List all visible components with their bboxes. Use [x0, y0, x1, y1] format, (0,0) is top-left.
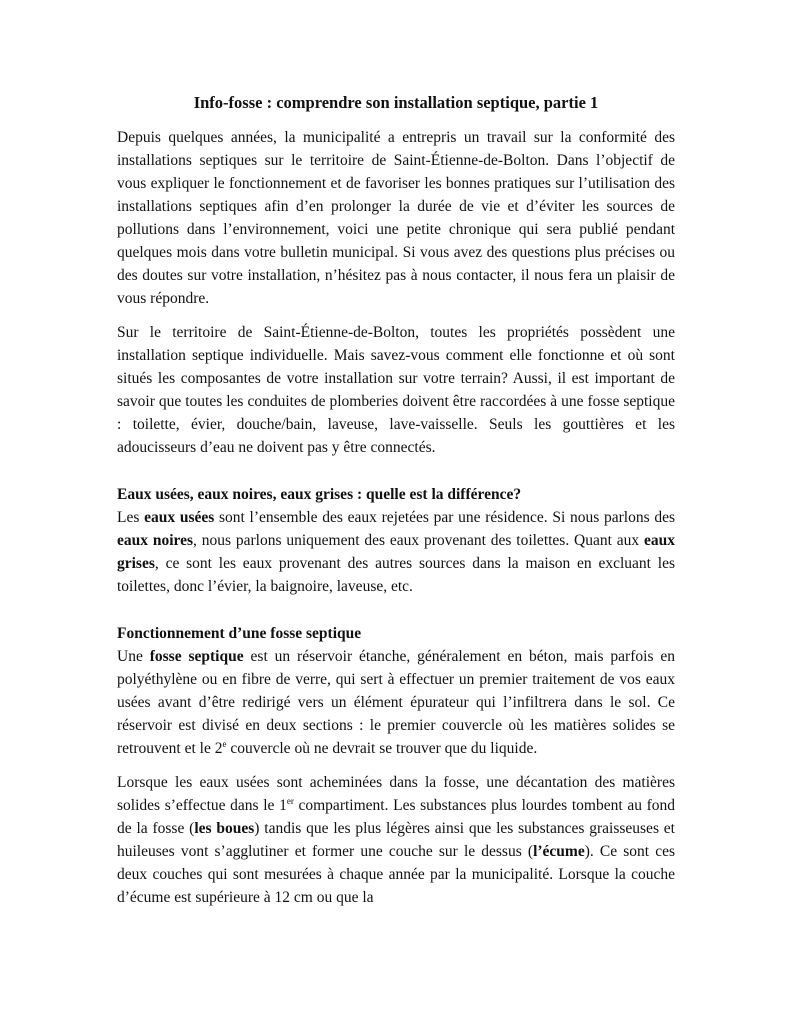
- term-ecume: l’écume: [533, 843, 585, 860]
- intro-paragraph: Depuis quelques années, la municipalité a entrepris un travail sur la conformité des installations septiques sur le territoire de Saint-Étienne-de-Bolton. Dans l’objectif de vous expliquer le fonctionnement et de favoriser les bonnes pratiques sur l’utilisation des installations septiques afin d’en prolonger la durée de vie et d’éviter les sources de pollutions dans l’environnement, voici une petite chronique qui sera publié pendant quelques mois dans votre bulletin municipal. Si vous avez des questions plus précises ou des doutes sur votre installation, n’hésitez pas à nous contacter, il nous fera un plaisir de vous répondre.: [117, 129, 675, 307]
- septic-function-paragraph: [117, 645, 675, 760]
- superscript: e: [222, 739, 227, 749]
- document-title: Info-fosse : comprendre son installation septique, partie 1: [193, 93, 599, 112]
- text-run: , ce sont les eaux provenant des autres sources dans la maison en excluant les toilettes, donc l’évier, la baignoire, laveuse, etc.: [117, 555, 675, 595]
- water-types-paragraph: [117, 506, 675, 598]
- decantation-paragraph: [117, 771, 675, 909]
- text-run: compartiment. Les substances plus lourdes tombent au fond de la fosse (: [117, 797, 676, 837]
- text-run: ). Ce sont ces deux couches qui sont mesurées à chaque année par la municipalité. Lorsque la couche d’écume est supérieure à 12 cm ou que la: [117, 843, 676, 906]
- section-spacer: [117, 598, 675, 622]
- text-run: , nous parlons uniquement des eaux provenant des toilettes. Quant aux: [193, 532, 644, 549]
- text-run: est un réservoir étanche, généralement en béton, mais parfois en polyéthylène ou en fibre de verre, qui sert à effectuer un premier traitement de vos eaux usées avant d’être redirigé vers un élément épurateur qui l’infiltrera dans le sol. Ce réservoir est divisé en deux sections : le premier couvercle où les matières solides se retrouvent et le 2: [117, 648, 676, 757]
- document-page: [117, 92, 675, 920]
- text-run: Lorsque les eaux usées sont acheminées dans la fosse, une décantation des matières solides s’effectue dans le 1: [117, 774, 675, 814]
- term-eaux-usees: eaux usées: [144, 509, 215, 526]
- text-run: Une: [117, 648, 150, 665]
- territory-paragraph: Sur le territoire de Saint-Étienne-de-Bolton, toutes les propriétés possèdent une installation septique individuelle. Mais savez-vous comment elle fonctionne et où sont situés les composantes de votre installation sur votre terrain? Aussi, il est important de savoir que toutes les conduites de plomberies doivent être raccordées à une fosse septique : toilette, évier, douche/bain, laveuse, lave-vaisselle. Seuls les gouttières et les adoucisseurs d’eau ne doivent pas y être connectés.: [117, 324, 675, 456]
- section-heading-septic-function: Fonctionnement d’une fosse septique: [117, 625, 362, 642]
- text-run: couvercle où ne devrait se trouver que du liquide.: [226, 740, 538, 757]
- superscript: er: [286, 796, 294, 806]
- term-eaux-grises: eaux grises: [117, 532, 675, 572]
- term-fosse-septique: fosse septique: [149, 648, 244, 665]
- text-run: sont l’ensemble des eaux rejetées par une résidence. Si nous parlons des: [214, 509, 676, 526]
- text-run: Les: [117, 509, 145, 526]
- term-eaux-noires: eaux noires: [117, 532, 194, 549]
- section-spacer: [117, 470, 675, 483]
- section-heading-water-types: Eaux usées, eaux noires, eaux grises : quelle est la différence?: [117, 486, 522, 503]
- term-les-boues: les boues: [194, 820, 255, 837]
- text-run: ) tandis que les plus légères ainsi que les substances graisseuses et huileuses vont s’agglutiner et former une couche sur le dessus (: [117, 820, 675, 860]
